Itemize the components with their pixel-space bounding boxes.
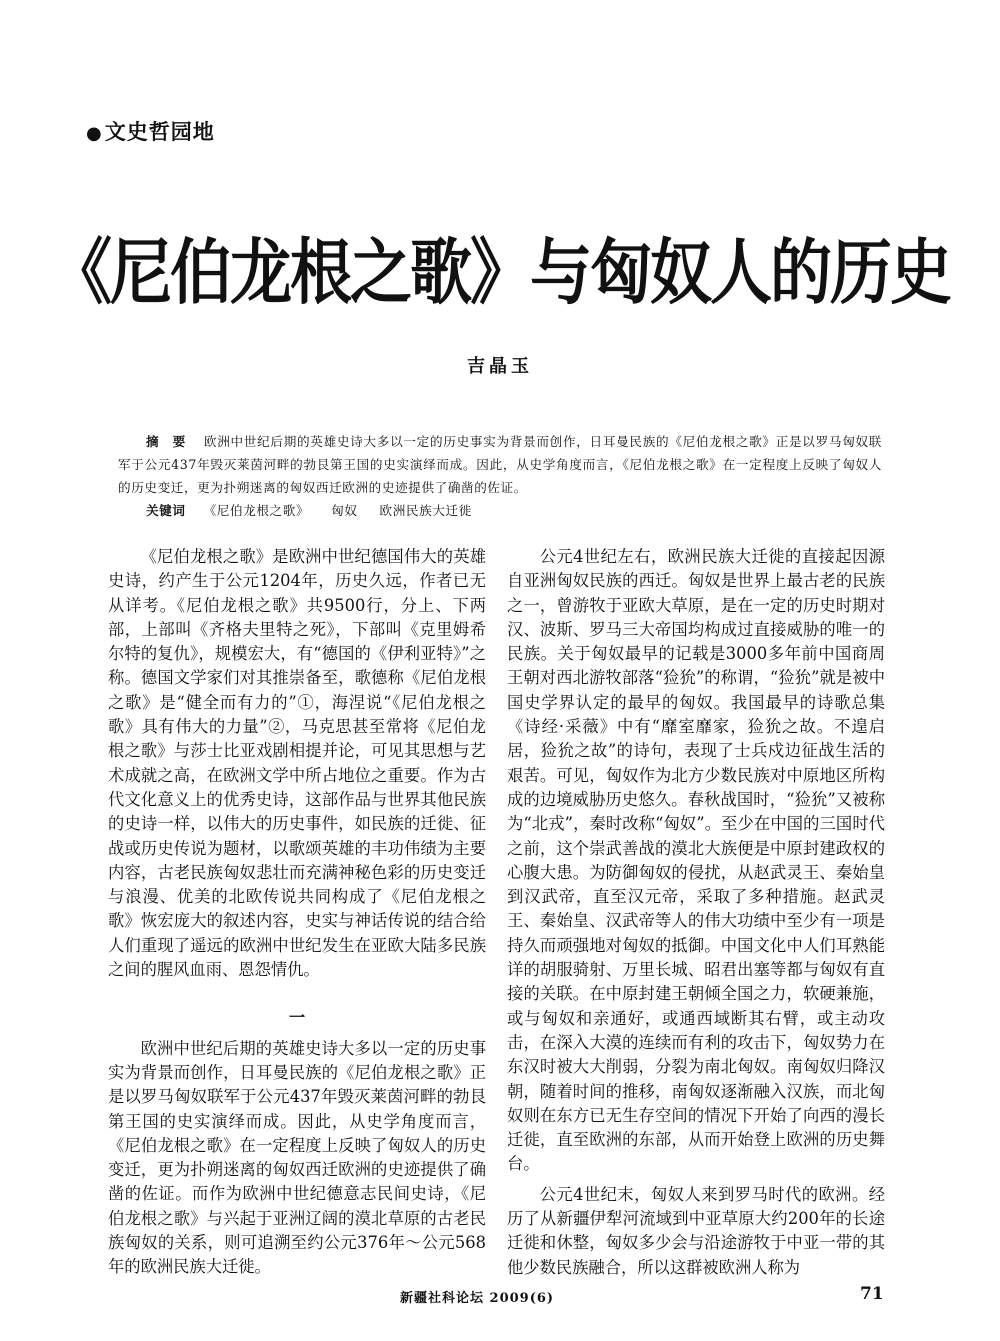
body-paragraph: 公元4世纪末，匈奴人来到罗马时代的欧洲。经历了从新疆伊犁河流域到中亚草原大约200年的长途迁徙和休整，匈奴多少会与沿途游牧于中亚一带的其他少数民族融合，所以这群被欧洲人称为 [507, 1184, 885, 1277]
keywords-line [118, 499, 882, 522]
section-tag [86, 116, 215, 146]
keyword: 《尼伯龙根之歌》 [203, 503, 310, 518]
keywords-label: 关键词 [146, 503, 186, 518]
right-column [507, 545, 885, 1280]
abstract-text: 欧洲中世纪后期的英雄史诗大多以一定的历史事实为背景而创作，日耳曼民族的《尼伯龙根之歌》正是以罗马匈奴联军于公元437年毁灭莱茵河畔的勃艮第王国的史实演绎而成。因此，从史学角度而言，《尼伯龙根之歌》在一定程度上反映了匈奴人的历史变迁，更为扑朔迷离的匈奴西迁欧洲的史迹提供了确凿的佐证。 [118, 434, 882, 495]
bullet-icon: ● [86, 123, 103, 144]
keyword: 匈奴 [331, 503, 358, 518]
body-paragraph: 公元4世纪左右，欧洲民族大迁徙的直接起因源自亚洲匈奴民族的西迁。匈奴是世界上最古老的民族之一，曾游牧于亚欧大草原，是在一定的历史时期对汉、波斯、罗马三大帝国均构成过直接威胁的唯一的民族。关于匈奴最早的记载是3000多年前中国商周王朝对西北游牧部落“猃狁”的称谓，“猃狁”就是被中国史学界认定的最早的匈奴。我国最早的诗歌总集《诗经·采薇》中有“靡室靡家，猃狁之故。不遑启居，猃狁之故”的诗句，表现了士兵戍边征战生活的艰苦。可见，匈奴作为北方少数民族对中原地区所构成的边境威胁历史悠久。春秋战国时，“猃狁”又被称为“北戎”，秦时改称“匈奴”。至少在中国的三国时代之前，这个崇武善战的漠北大族便是中原封建政权的心腹大患。为防御匈奴的侵扰，从赵武灵王、秦始皇到汉武帝，直至汉元帝，采取了多种措施。赵武灵王、秦始皇、汉武帝等人的伟大功绩中至少有一项是持久而顽强地对匈奴的抵御。中国文化中人们耳熟能详的胡服骑射、万里长城、昭君出塞等都与匈奴有直接的关联。在中原封建王朝倾全国之力，软硬兼施，或与匈奴和亲通好，或通西域断其右臂，或主动攻击，在深入大漠的连续而有利的攻击下，匈奴势力在东汉时被大大削弱，分裂为南北匈奴。南匈奴归降汉朝，随着时间的推移，南匈奴逐渐融入汉族，而北匈奴则在东方已无生存空间的情况下开始了向西的漫长迁徙，直至欧洲的东部，从而开始登上欧洲的历史舞台。 [507, 547, 885, 1174]
body-paragraph: 《尼伯龙根之歌》是欧洲中世纪德国伟大的英雄史诗，约产生于公元1204年，历史久远，作者已无从详考。《尼伯龙根之歌》共9500行，分上、下两部，上部叫《齐格夫里特之死》，下部叫《克里姆希尔特的复仇》，规模宏大，有“德国的《伊利亚特》”之称。德国文学家们对其推崇备至，歌德称《尼伯龙根之歌》是“健全而有力的”①，海涅说“《尼伯龙根之歌》具有伟大的力量”②，马克思甚至常将《尼伯龙根之歌》与莎士比亚戏剧相提并论，可见其思想与艺术成就之高，在欧洲文学中所占地位之重要。作为古代文化意义上的优秀史诗，这部作品与世界其他民族的史诗一样，以伟大的历史事件，如民族的迁徙、征战或历史传说为题材，以歌颂英雄的丰功伟绩为主要内容，古老民族匈奴悲壮而充满神秘色彩的历史变迁与浪漫、优美的北欧传说共同构成了《尼伯龙根之歌》恢宏庞大的叙述内容，史实与神话传说的结合给人们重现了遥远的欧洲中世纪发生在亚欧大陆多民族之间的腥风血雨、恩怨情仇。 [108, 547, 486, 980]
section-number: 一 [288, 1008, 306, 1028]
page-number: 71 [860, 1284, 884, 1304]
body-paragraph: 欧洲中世纪后期的英雄史诗大多以一定的历史事实为背景而创作，日耳曼民族的《尼伯龙根之歌》正是以罗马匈奴联军于公元437年毁灭莱茵河畔的勃艮第王国的史实演绎而成。因此，从史学角度而言，《尼伯龙根之歌》在一定程度上反映了匈奴人的历史变迁，更为扑朔迷离的匈奴西迁欧洲的史迹提供了确凿的佐证。而作为欧洲中世纪德意志民间史诗，《尼伯龙根之歌》与兴起于亚洲辽阔的漠北草原的古老民族匈奴的关系，则可追溯至约公元376年～公元568年的欧洲民族大迁徙。 [108, 1038, 486, 1277]
keyword: 欧洲民族大迁徙 [379, 503, 472, 518]
page-footer [0, 1284, 1000, 1311]
abstract [118, 430, 882, 522]
section-tag-label: 文史哲园地 [104, 120, 215, 144]
article-title: 《尼伯龙根之歌》与匈奴人的历史 [49, 230, 950, 315]
abstract-label: 摘 要 [146, 434, 186, 449]
abstract-paragraph [118, 430, 882, 499]
journal-citation: 新疆社科论坛 2009(6) [400, 1291, 555, 1306]
left-column [108, 545, 486, 1280]
author: 吉晶玉 [467, 356, 533, 377]
